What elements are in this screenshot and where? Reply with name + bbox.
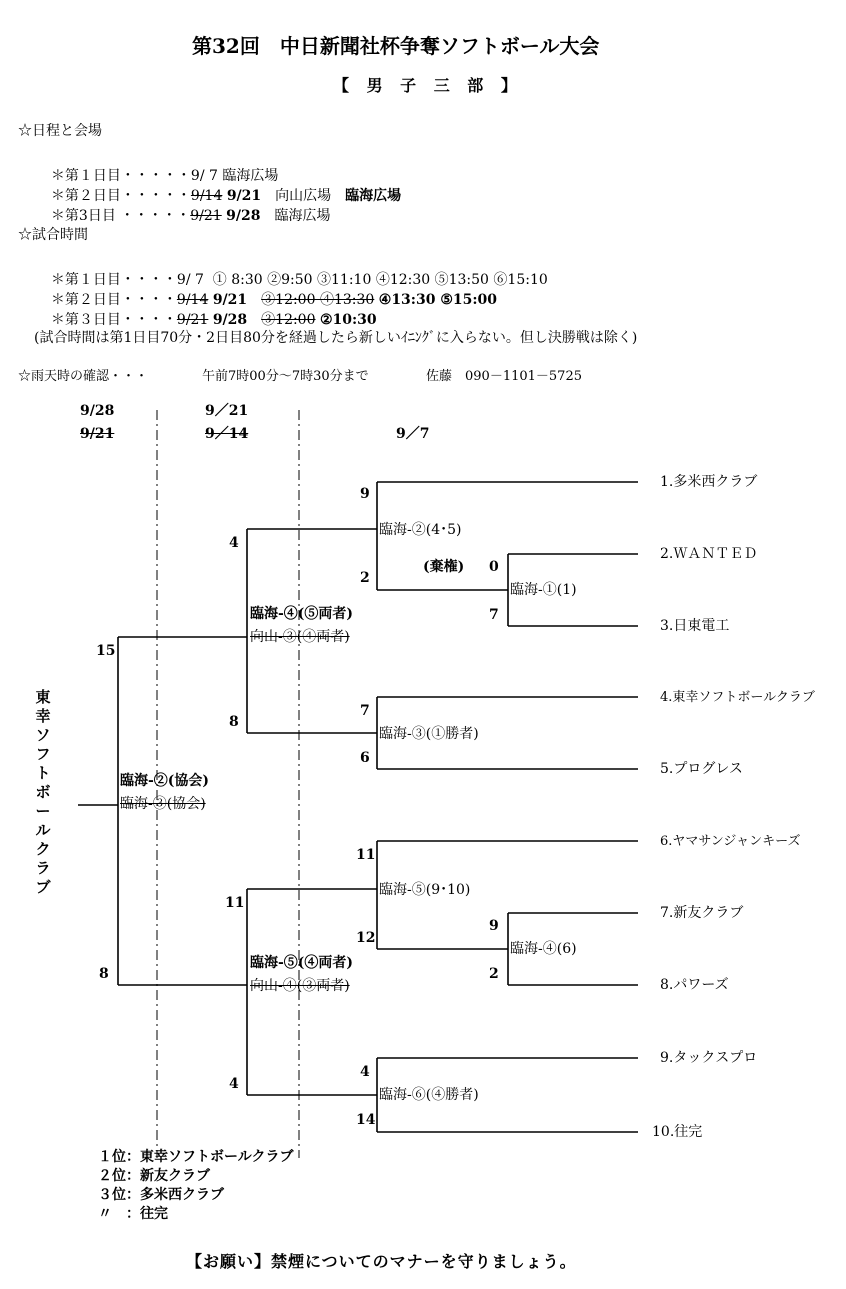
schedule-day2-venue-old: 向山広場	[275, 188, 332, 204]
times-day3-old-date: 9/21	[176, 312, 209, 328]
match6-bottom-score: 14	[356, 1112, 376, 1128]
match4-bottom-score: 2	[489, 966, 499, 982]
final-label-old: 臨海-③(協会)	[120, 796, 206, 812]
semi1-bottom-score: 8	[229, 714, 239, 730]
match3-bottom-score: 6	[360, 750, 370, 766]
semi2-label-old: 向山-④(③両者)	[250, 978, 350, 994]
footer-note: 【お願い】禁煙についてのマナーを守りましょう。	[186, 1252, 577, 1271]
schedule-day3-old-date: 9/21	[190, 208, 222, 224]
result-3	[98, 1188, 224, 1202]
semi2-bottom-score: 4	[229, 1076, 239, 1092]
match3-label: 臨海-③(①勝者)	[379, 726, 479, 742]
schedule-day3-new-date: 9/28	[226, 208, 261, 224]
times-day1-slots: ① 8:30 ②9:50 ③11:10 ④12:30 ⑤13:50 ⑥15:10	[212, 272, 548, 288]
round3-date-old: 9/21	[80, 426, 115, 442]
team-4: 4.東幸ソフトボールクラブ	[660, 690, 815, 705]
result-1-rank: １位：	[98, 1149, 140, 1165]
team-6: 6.ヤマサンジャンキーズ	[660, 834, 801, 849]
final-bottom-score: 8	[99, 966, 109, 982]
match4-label: 臨海-④(6)	[510, 941, 577, 957]
times-day3-old-slots: ③12:00	[261, 312, 316, 328]
schedule-day3-label: ＊第3日目 ・・・・・	[50, 208, 191, 224]
page-title: 第32回 中日新聞社杯争奪ソフトボール大会	[192, 34, 600, 58]
team-2: 2.ＷＡＮＴＥＤ	[660, 546, 758, 562]
match5-bottom-score: 12	[356, 930, 376, 946]
team-10: 10.往完	[652, 1124, 703, 1140]
champion-name: 東 幸 ソ フ ト ボ ー ル ク ラ ブ	[35, 688, 51, 896]
match2-bottom-score: 2	[360, 570, 370, 586]
times-day3-new-date: 9/28	[212, 312, 248, 328]
rain-label: ☆雨天時の確認・・・	[18, 369, 149, 384]
team-3: 3.日東電工	[660, 618, 730, 634]
round3-date-new: 9/28	[80, 403, 115, 419]
match4-top-score: 9	[489, 918, 499, 934]
schedule-day2-venue-new: 臨海広場	[345, 188, 402, 204]
times-note: (試合時間は第1日目70分・2日目80分を経過したら新しいｲﾆﾝｸﾞに入らない。但し決勝戦は除く)	[34, 330, 638, 346]
schedule-day1-venue: 臨海広場	[222, 168, 279, 184]
times-heading: ☆試合時間	[18, 227, 88, 243]
schedule-day2-old-date: 9/14	[190, 188, 223, 204]
times-day2-old-slots: ③12:00 ④13:30	[261, 292, 375, 308]
semi1-label-old: 向山-③(④両者)	[250, 629, 350, 645]
result-1-team: 東幸ソフトボールクラブ	[140, 1149, 294, 1165]
semi1-label-new: 臨海-④(⑤両者)	[250, 606, 354, 622]
result-4-team: 往完	[140, 1206, 168, 1222]
result-3-rank: ３位：	[98, 1187, 140, 1203]
schedule-heading: ☆日程と会場	[18, 123, 102, 139]
match6-label: 臨海-⑥(④勝者)	[379, 1087, 479, 1103]
times-day1-label: ＊第１日目・・・・9/ 7	[50, 272, 204, 288]
times-day2-new-slots: ④13:30 ⑤15:00	[378, 292, 498, 308]
match5-top-score: 11	[356, 847, 376, 863]
team-5: 5.プログレス	[660, 761, 743, 777]
schedule-day1-label: ＊第１日目・・・・・9/ 7	[50, 168, 218, 184]
match1-top-score: 0	[489, 559, 499, 575]
match1-note: (棄権)	[423, 559, 465, 575]
result-2-team: 新友クラブ	[140, 1168, 210, 1184]
result-2-rank: ２位：	[98, 1168, 140, 1184]
division-title: 【 男 子 三 部 】	[333, 76, 523, 95]
match2-top-score: 9	[360, 486, 370, 502]
team-8: 8.パワーズ	[660, 977, 729, 993]
times-day2-label: ＊第２日目・・・・	[50, 292, 177, 308]
result-4	[98, 1207, 168, 1221]
schedule-day2-label: ＊第２日目・・・・・	[50, 188, 191, 204]
team-9: 9.タックスプロ	[660, 1050, 758, 1066]
final-top-score: 15	[96, 643, 116, 659]
rain-time: 午前7時00分～7時30分まで	[202, 369, 369, 384]
rain-contact: 佐藤 090－1101－5725	[426, 369, 582, 384]
match1-bottom-score: 7	[489, 607, 499, 623]
team-1: 1.多米西クラブ	[660, 474, 758, 490]
times-day2-new-date: 9/21	[212, 292, 248, 308]
round1-date: 9／7	[396, 426, 430, 442]
match3-top-score: 7	[360, 703, 370, 719]
result-1	[98, 1150, 293, 1164]
schedule-day3-venue: 臨海広場	[274, 208, 331, 224]
match6-top-score: 4	[360, 1064, 370, 1080]
match5-label: 臨海-⑤(9･10)	[379, 882, 471, 898]
semi2-label-new: 臨海-⑤(④両者)	[250, 955, 354, 971]
times-day3-new-slots: ②10:30	[319, 312, 377, 328]
result-3-team: 多米西クラブ	[140, 1187, 224, 1203]
schedule-day2-new-date: 9/21	[226, 188, 262, 204]
times-day3-label: ＊第３日目・・・・	[50, 312, 177, 328]
round2-date-new: 9／21	[205, 403, 249, 419]
match1-label: 臨海-①(1)	[510, 582, 577, 598]
semi1-top-score: 4	[229, 535, 239, 551]
match2-label: 臨海-②(4･5)	[379, 522, 462, 538]
round2-date-old: 9／14	[205, 426, 249, 442]
semi2-top-score: 11	[225, 895, 245, 911]
result-2	[98, 1169, 210, 1183]
result-4-rank: 〃 ：	[98, 1206, 140, 1222]
final-label-new: 臨海-②(協会)	[120, 773, 210, 789]
team-7: 7.新友クラブ	[660, 905, 744, 921]
times-day2-old-date: 9/14	[176, 292, 209, 308]
